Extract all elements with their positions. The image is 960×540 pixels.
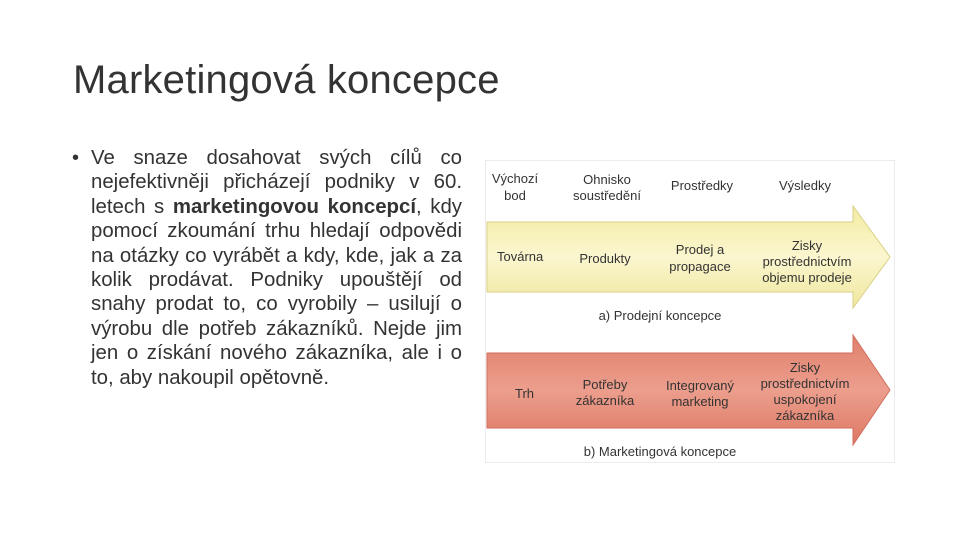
arrow-a-cell-4-line1: Zisky <box>791 238 823 253</box>
arrow-a-cell-3-line2: propagace <box>669 259 731 274</box>
arrow-b-cell-4-line1: Zisky <box>789 360 821 375</box>
arrow-b-cell-3-line2: marketing <box>671 394 729 409</box>
concept-diagram <box>485 160 895 463</box>
arrow-b-cell-1: Trh <box>515 386 535 401</box>
concept-comparison-figure <box>485 160 895 463</box>
bullet-item <box>72 146 462 390</box>
arrow-b-cell-4-line3: uspokojení <box>773 392 837 407</box>
arrow-b-cell-2-line2: zákazníka <box>575 393 635 408</box>
arrow-b-caption: b) Marketingová koncepce <box>583 444 737 459</box>
bullet-text-part2: , kdy pomocí zkoumání trhu hledají odpovědi na otázky co vyrábět a kdy, kde, jak a za kolik prodávat. Podniky upouštějí od snahy prodat to, co vyrobily – usilují o výrobu dle potřeb zákazníků. Nejde jim jen o získání nového zákazníka, ale i o to, aby nakoupil opětovně. <box>91 195 463 389</box>
header-focus-line2: soustředění <box>573 188 641 203</box>
header-origin-line1: Výchozí <box>491 171 539 186</box>
arrow-a-caption: a) Prodejní koncepce <box>598 308 722 323</box>
bullet-text-bold: marketingovou koncepcí <box>172 195 416 218</box>
header-focus-line1: Ohnisko <box>583 172 631 187</box>
arrow-a-cell-4-line3: objemu prodeje <box>762 270 852 285</box>
arrow-b-cell-4-line2: prostřednictvím <box>760 376 850 391</box>
arrow-a-cell-4-line2: prostřednictvím <box>762 254 852 269</box>
bullet-text-part1: Ve snaze dosahovat svých cílů co nejefektivněji přicházejí podniky v 60. letech s <box>91 147 462 218</box>
slide-title: Marketingová koncepce <box>73 58 500 102</box>
arrow-b-cell-3-line1: Integrovaný <box>666 378 734 393</box>
header-means: Prostředky <box>670 178 734 193</box>
header-results: Výsledky <box>778 178 832 193</box>
bullet-marker: • <box>72 147 80 169</box>
arrow-a-cell-1: Továrna <box>497 249 544 264</box>
header-origin-line2: bod <box>504 188 526 203</box>
arrow-a-cell-2: Produkty <box>579 251 631 266</box>
arrow-b-cell-2-line1: Potřeby <box>582 377 628 392</box>
arrow-a-cell-3-line1: Prodej a <box>675 242 725 257</box>
arrow-b-cell-4-line4: zákazníka <box>775 408 835 423</box>
bullet-text <box>91 146 462 390</box>
